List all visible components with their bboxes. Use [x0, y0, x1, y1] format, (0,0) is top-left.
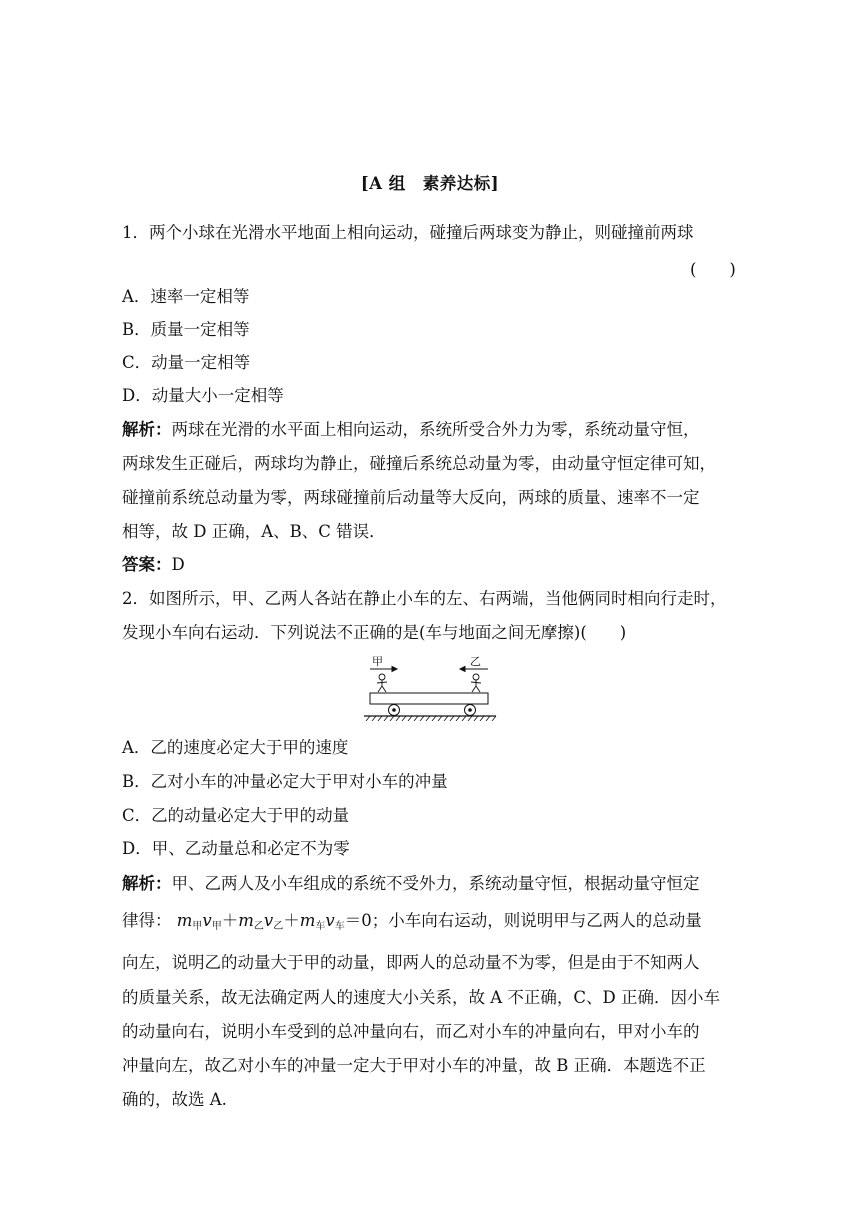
- formula-sub: 车: [334, 921, 345, 932]
- q2-formula-line: [122, 910, 702, 938]
- q2-analysis-line: [122, 873, 700, 895]
- q1-analysis-line: [122, 419, 700, 441]
- formula-var: v: [325, 911, 335, 930]
- q2-option-a: A．乙的速度必定大于甲的速度: [122, 738, 349, 757]
- q2-analysis-line: 的质量关系，故无法确定两人的速度大小关系，故 A 不正确，C、D 正确．因小车: [122, 988, 721, 1007]
- section-title: [A 组 素养达标]: [360, 174, 500, 193]
- formula-sub: 乙: [273, 921, 284, 932]
- q2-analysis-line: 确的，故选 A.: [122, 1090, 227, 1109]
- formula-var: m: [176, 911, 193, 930]
- formula-op: ＋: [283, 911, 300, 930]
- q2-analysis-line: 向左，说明乙的动量大于甲的动量，即两人的总动量不为零，但是由于不知两人: [122, 953, 700, 972]
- cart-figure: [360, 655, 500, 721]
- formula-var: m: [299, 911, 316, 930]
- formula-sub: 乙: [253, 921, 264, 932]
- q1-answer-label: 答案：: [122, 555, 172, 574]
- q2-analysis-text: 甲、乙两人及小车组成的系统不受外力，系统动量守恒，根据动量守恒定: [171, 874, 700, 893]
- q2-option-d: D．甲、乙动量总和必定不为零: [122, 839, 350, 858]
- formula-var: v: [202, 911, 212, 930]
- person-jia-icon: [377, 674, 387, 692]
- q2-option-b: B．乙对小车的冲量必定大于甲对小车的冲量: [122, 772, 448, 791]
- q2-analysis-line: 的动量向右，说明小车受到的总冲量向右，而乙对小车的冲量向右，甲对小车的: [122, 1022, 700, 1041]
- q1-answer-paren: ( ): [690, 260, 736, 279]
- formula-prefix: 律得：: [122, 911, 172, 930]
- q1-analysis-line: 相等，故 D 正确，A、B、C 错误．: [122, 522, 386, 541]
- figure-label-jia: 甲: [372, 655, 383, 668]
- formula-op: ＝0: [344, 911, 372, 930]
- person-yi-icon: [471, 674, 481, 692]
- q2-stem-line: 2．如图所示，甲、乙两人各站在静止小车的左、右两端，当他俩同时相向行走时，: [122, 589, 727, 608]
- q1-answer-value: D: [171, 555, 185, 574]
- cart-wheel-icon: [389, 705, 476, 716]
- ground-hatch: [364, 716, 496, 721]
- q1-option-d: D．动量大小一定相等: [122, 386, 284, 405]
- q1-analysis-line: 碰撞前系统总动量为零，两球碰撞前后动量等大反向，两球的质量、速率不一定: [122, 488, 700, 507]
- q1-stem: 1．两个小球在光滑水平地面上相向运动，碰撞后两球变为静止，则碰撞前两球: [122, 223, 694, 242]
- q1-option-a: A．速率一定相等: [122, 287, 250, 306]
- formula-var: m: [238, 911, 254, 930]
- q2-stem-line: 发现小车向右运动．下列说法不正确的是(车与地面之间无摩擦)( ): [122, 623, 627, 642]
- q2-option-c: C．乙的动量必定大于甲的动量: [122, 806, 350, 825]
- cart-body: [370, 693, 488, 704]
- q1-analysis-text: 两球在光滑的水平面上相向运动，系统所受合外力为零，系统动量守恒，: [171, 420, 700, 439]
- formula-var: v: [263, 911, 274, 930]
- q2-analysis-line: 冲量向左，故乙对小车的冲量一定大于甲对小车的冲量，故 B 正确．本题选不正: [122, 1056, 706, 1075]
- q1-analysis-label: 解析：: [122, 420, 172, 439]
- formula-op: ＋: [221, 911, 239, 930]
- q1-option-c: C．动量一定相等: [122, 353, 251, 372]
- q1-analysis-line: 两球发生正碰后，两球均为静止，碰撞后系统总动量为零，由动量守恒定律可知，: [122, 454, 716, 473]
- formula-suffix: ；小车向右运动，则说明甲与乙两人的总动量: [371, 911, 702, 930]
- q2-analysis-label: 解析：: [122, 874, 172, 893]
- formula-sub: 甲: [192, 921, 203, 932]
- q1-option-b: B．质量一定相等: [122, 320, 250, 339]
- figure-label-yi: 乙: [470, 655, 481, 668]
- q1-answer: [122, 554, 185, 576]
- formula-sub: 车: [315, 921, 326, 932]
- formula-sub: 甲: [211, 921, 222, 932]
